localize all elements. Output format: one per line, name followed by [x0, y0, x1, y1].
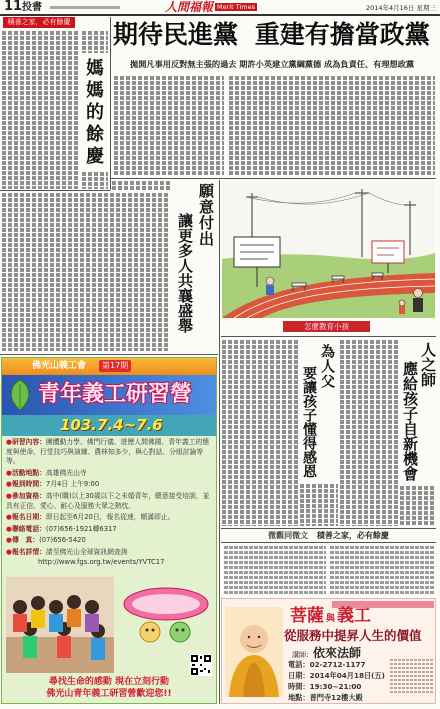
ad-detail-item [6, 438, 214, 467]
article-text [112, 181, 170, 190]
item-label: 報名詳情： [11, 547, 46, 556]
volunteer-camp-ad [1, 357, 217, 704]
ad-detail-item [6, 548, 214, 567]
article-headline-line1: 人之師 [419, 342, 437, 387]
ad-org-name: 佛光山義工會 [32, 361, 87, 371]
mascot-illustration [120, 584, 212, 652]
ad-detail-item [6, 492, 214, 511]
banner-rule-bottom [221, 542, 436, 543]
article-text [82, 172, 108, 189]
item-text: (07)656-1921轉6317 [45, 524, 117, 533]
lecture-ad [221, 598, 436, 704]
qr-code [190, 654, 212, 676]
bullet-icon: ● [6, 468, 12, 477]
item-text: 高雄佛光山寺 [45, 468, 87, 477]
lecturer-photo [225, 607, 283, 697]
item-text: 高中(職)以上30歲以下之未婚青年，願意接受培訓，並具有正信、愛心、耐心及服務大眾之熱忱。 [6, 491, 210, 510]
ad-detail-item [6, 469, 214, 479]
masthead-logo: 人間福報 [165, 0, 214, 14]
title-part-1: 菩薩 [290, 606, 324, 626]
bullet-icon: ● [6, 524, 12, 533]
lecture-time: 時間：19:30~21:00 [288, 682, 362, 691]
section-rule [221, 336, 436, 337]
item-label: 報名日期： [11, 513, 46, 522]
item-label: 報到時間： [11, 480, 46, 489]
item-text: 即日起至6月20日，報名從速，額滿即止。 [45, 513, 175, 522]
lead-article-text [229, 76, 435, 176]
banner-title: 積善之家，必有餘慶 [316, 531, 389, 540]
lecture-fine-print [390, 659, 433, 695]
lecture-title [290, 607, 371, 628]
article-headline-line1: 願意付出 [197, 183, 215, 247]
lead-headline: 期待民進黨 重建有擔當政黨 [113, 20, 430, 49]
lecturer-name: 依來法師 [313, 646, 362, 660]
bullet-icon: ● [6, 513, 12, 522]
slogan-line-2: 佛光山青年義工研習營歡迎您!! [46, 689, 172, 699]
article-text [2, 31, 80, 189]
article-text [82, 31, 108, 53]
item-text: (07)656-5420 [39, 536, 86, 545]
article-headline: 媽媽的餘慶 [83, 58, 104, 168]
slogan-line-1: 尋找生命的感動 現在立刻行動 [48, 677, 170, 687]
call-for-papers-banner [221, 530, 436, 541]
masthead-logo-en: Merit Times [217, 3, 255, 11]
article-text [400, 486, 435, 526]
lecture-date: 日期：2014年04月18日(五) [288, 671, 385, 680]
ad-detail-item [6, 536, 214, 546]
banner-rule-top [221, 528, 436, 529]
bullet-icon: ● [6, 438, 12, 446]
bullet-icon: ● [6, 480, 12, 489]
article-text [340, 340, 398, 526]
banner-prefix: 微觀同微文 [268, 531, 309, 540]
bodhi-leaf-icon [7, 378, 33, 412]
section-name: 投書 [22, 2, 42, 13]
item-label: 活動地點： [11, 468, 46, 477]
article-text [2, 193, 170, 351]
header-rule [0, 14, 440, 16]
ad-session-badge: 第17期 [99, 360, 131, 372]
issue-date [300, 4, 436, 12]
submission-notice-text [224, 546, 326, 594]
item-label: 參加資格： [11, 491, 46, 500]
cartoon-caption: 怎麼教育小孩 [283, 321, 370, 332]
item-label: 傳 真： [11, 536, 40, 545]
article-headline-line2: 應給孩子自新機會 [401, 361, 419, 481]
ad-detail-item [6, 525, 214, 535]
column-label: 積善之家，必有餘慶 [3, 17, 75, 28]
item-text: 7月4日 上午9:00 [45, 480, 100, 489]
article-text [300, 484, 338, 526]
volunteer-group-photo [6, 577, 114, 673]
url-line [50, 6, 120, 9]
lecture-subtitle: 從服務中提昇人生的價值 [284, 628, 422, 643]
article-headline-line2: 讓更多人共襄盛舉 [176, 213, 194, 333]
ad-title: 青年義工研習營 [38, 382, 193, 407]
ad-detail-list [6, 438, 214, 575]
registration-url: http://www.fgs.org.tw/events/YVTC17 [38, 557, 165, 566]
title-part-2: 義工 [337, 606, 372, 626]
section-rule [0, 190, 110, 191]
column-rule [110, 17, 111, 190]
bullet-icon: ● [6, 491, 12, 500]
bullet-icon: ● [6, 536, 12, 545]
lecturer-label: 講師： [292, 651, 313, 659]
item-text: 請至佛光山全球資訊網查詢 [45, 547, 128, 556]
article-headline-line2: 要讓孩子懂得感恩 [301, 366, 317, 478]
editorial-cartoon [222, 181, 435, 318]
section-rule [0, 354, 218, 355]
item-label: 研習內容： [11, 438, 46, 446]
ad-detail-item [6, 480, 214, 490]
ad-dates: 103.7.4~7.6 [60, 416, 163, 434]
page-number: 11 [4, 0, 23, 14]
ad-detail-item [6, 513, 214, 523]
lecture-phone: 電話：02-2712-1177 [288, 660, 366, 669]
article-headline-line1: 為人父 [319, 344, 335, 389]
bullet-icon: ● [6, 547, 12, 556]
item-text: 團體動力學、佛門行儀、遊歷人間佛國、青年義工的態度與使命、行堂技巧與演練、農林知多少，與心對話、分組討論等等。 [6, 438, 210, 466]
section-rule [111, 178, 436, 179]
date-text: 2014年4月16日 [365, 4, 415, 12]
lecture-place: 地點：普門寺12樓大殿 [288, 693, 363, 702]
weekday-text: 星期三 [416, 4, 436, 12]
submission-notice-text [330, 546, 435, 594]
ad-slogan [2, 676, 216, 700]
lead-article-text [114, 76, 224, 176]
title-mid: 與 [326, 614, 336, 624]
item-label: 聯絡電話： [11, 524, 46, 533]
column-rule [219, 180, 220, 704]
lead-subhead: 拋開凡事用反對無主張的過去 期許小英建立黨綱黨德 成為負責任、有理想政黨 [130, 59, 415, 69]
article-text [222, 340, 298, 526]
